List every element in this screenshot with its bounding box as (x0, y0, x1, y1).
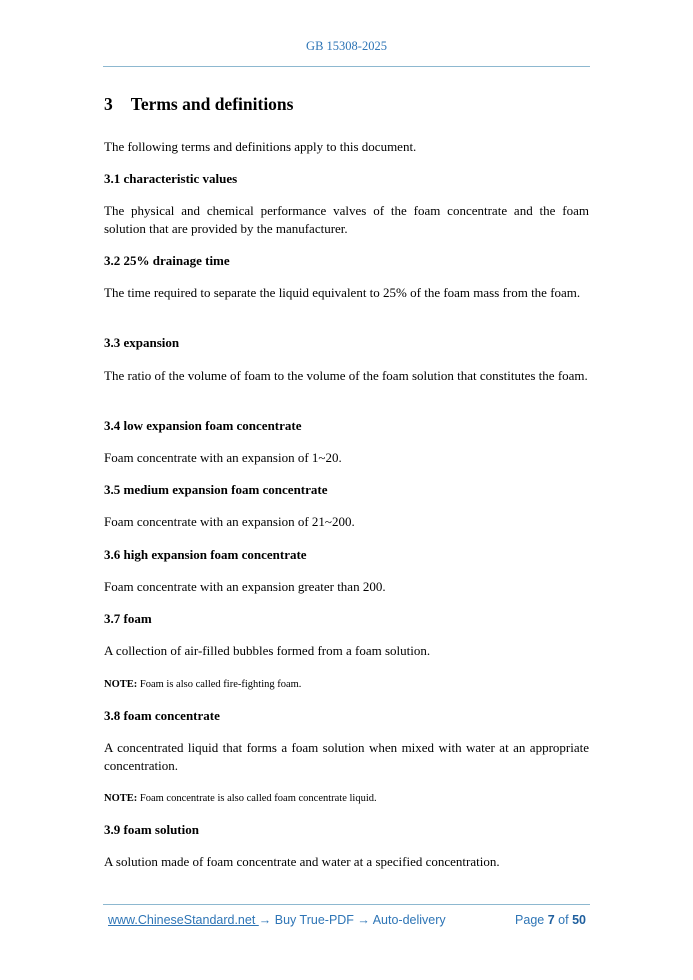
note-label: NOTE: (104, 679, 138, 690)
website-link[interactable]: www.ChineseStandard.net (108, 913, 259, 927)
term-definition: A solution made of foam concentrate and water at a specified concentration. (104, 854, 500, 869)
section-title: Terms and definitions (130, 94, 294, 114)
note-text: Foam concentrate is also called foam concentrate liquid. (139, 793, 377, 804)
term-definition: The physical and chemical performance valves of the foam concentrate and the foam solution that are provided by the manufacturer. (104, 203, 589, 236)
section-intro: The following terms and definitions apply to this document. (104, 139, 417, 154)
term-title: 3.9 foam solution (104, 822, 199, 837)
term-definition: Foam concentrate with an expansion greater than 200. (104, 579, 386, 594)
note-text: Foam is also called fire-fighting foam. (139, 679, 302, 690)
note-label: NOTE: (104, 793, 138, 804)
page-label: Page (515, 913, 545, 927)
term-note (104, 676, 589, 694)
section-number: 3 (104, 94, 113, 114)
term-definition: Foam concentrate with an expansion of 1~20. (104, 450, 342, 465)
term-title: 3.5 medium expansion foam concentrate (104, 482, 328, 497)
page-total: 50 (572, 913, 586, 927)
page-indicator (515, 913, 586, 927)
header-rule (103, 66, 590, 67)
term-definition: A concentrated liquid that forms a foam solution when mixed with water at an appropriate concentration. (104, 740, 589, 773)
term-definition: A collection of air-filled bubbles formed from a foam solution. (104, 643, 431, 658)
footer-rule (103, 904, 590, 905)
section-heading (104, 94, 311, 115)
term-note (104, 790, 589, 808)
term-definition: The ratio of the volume of foam to the volume of the foam solution that constitutes the foam. (104, 368, 588, 383)
header-doc-id: GB 15308-2025 (306, 39, 387, 53)
term-title: 3.6 high expansion foam concentrate (104, 547, 307, 562)
footer-tagline: → Buy True-PDF → Auto-delivery (258, 913, 446, 927)
of-label: of (558, 913, 569, 927)
page-number: 7 (547, 913, 555, 927)
footer (108, 913, 586, 927)
term-title: 3.8 foam concentrate (104, 708, 220, 723)
term-title: 3.7 foam (104, 611, 152, 626)
term-title: 3.3 expansion (104, 335, 180, 350)
term-definition: The time required to separate the liquid equivalent to 25% of the foam mass from the foam. (104, 285, 581, 300)
term-title: 3.2 25% drainage time (104, 253, 230, 268)
term-title: 3.1 characteristic values (104, 171, 238, 186)
term-definition: Foam concentrate with an expansion of 21~200. (104, 514, 355, 529)
term-title: 3.4 low expansion foam concentrate (104, 418, 302, 433)
